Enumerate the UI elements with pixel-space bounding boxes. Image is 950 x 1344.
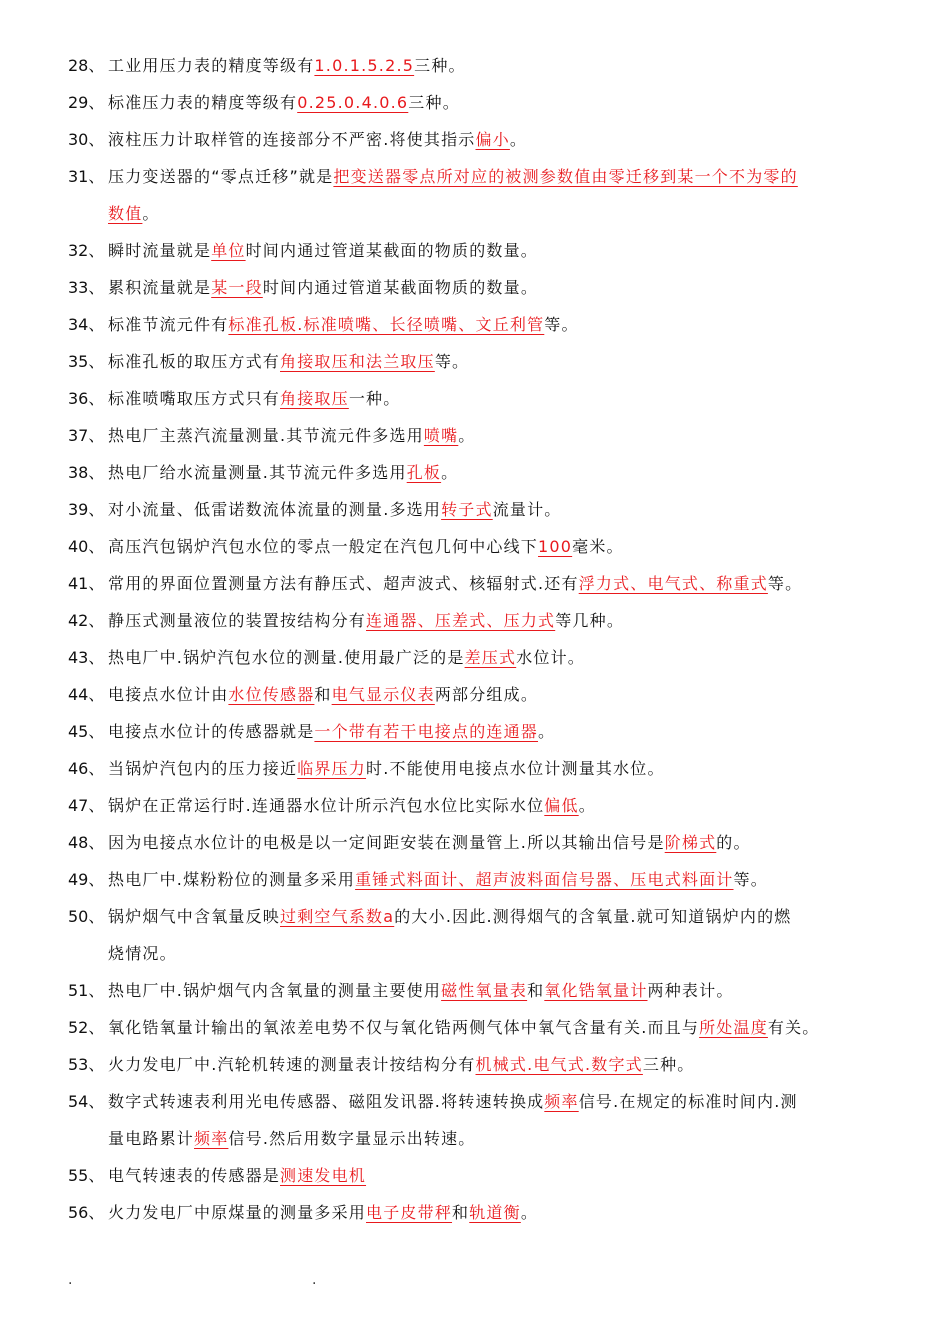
answer-text: 重锤式料面计、超声波料面信号器、压电式料面计 [355,870,734,889]
question-text: 等。 [733,870,768,889]
question-number: 51、 [68,981,105,1000]
question-text: 热电厂给水流量测量.其节流元件多选用 [108,463,407,482]
question-text: 。 [142,204,160,223]
question-text: 热电厂中.锅炉烟气内含氧量的测量主要使用 [108,981,442,1000]
question-item [68,787,898,824]
question-text: 热电厂中.锅炉汽包水位的测量.使用最广泛的是 [108,648,465,667]
answer-text: 标准孔板.标准喷嘴、长径喷嘴、文丘利管 [228,315,545,334]
answer-text: 所处温度 [699,1018,768,1037]
question-text: 时间内通过管道某截面的物质的数量。 [245,241,539,260]
question-continuation [108,1120,476,1157]
question-text: 三种。 [642,1055,695,1074]
answer-text: 偏小 [475,130,510,149]
question-number: 56、 [68,1203,105,1222]
question-number: 54、 [68,1092,105,1111]
answer-text: 轨道衡 [469,1203,521,1222]
question-text: 等。 [767,574,803,593]
answer-text: 氧化锆氧量计 [544,981,648,1000]
question-item [68,84,898,121]
answer-text: 频率 [194,1129,229,1148]
question-text: 毫米。 [572,537,624,556]
question-text: 。 [578,796,596,815]
question-number: 36、 [68,389,105,408]
answer-text: 偏低 [544,796,579,815]
question-item [68,380,898,417]
answer-text: 水位传感器 [228,685,315,704]
question-item [68,713,898,750]
question-text: 静压式测量液位的装置按结构分有 [108,611,367,630]
question-number: 49、 [68,870,105,889]
answer-text: 机械式.电气式.数字式 [475,1055,643,1074]
question-text: 常用的界面位置测量方法有静压式、超声波式、核辐射式.还有 [108,574,579,593]
question-text: 火力发电厂中.汽轮机转速的测量表计按结构分有 [108,1055,476,1074]
answer-text: 频率 [544,1092,579,1111]
footer-dot-right: . [312,1272,317,1288]
question-text: 对小流量、低雷诺数流体流量的测量.多选用 [108,500,442,519]
question-text: 瞬时流量就是 [108,241,212,260]
question-text: 流量计。 [492,500,562,519]
question-continuation [108,195,160,232]
answer-text: 测速发电机 [280,1166,367,1185]
question-text: 信号.在规定的标准时间内.测 [578,1092,798,1111]
question-number: 52、 [68,1018,105,1037]
answer-text: 过剩空气系数a [280,907,395,926]
question-item [68,1046,898,1083]
question-item [68,158,898,195]
question-text: 当锅炉汽包内的压力接近 [108,759,298,778]
question-text: 数字式转速表利用光电传感器、磁阻发讯器.将转速转换成 [108,1092,545,1111]
question-number: 46、 [68,759,105,778]
question-text: 等。 [434,352,470,371]
answer-text: 把变送器零点所对应的被测参数值由零迁移到某一个不为零的 [333,167,798,186]
question-item [68,1083,898,1120]
answer-text: 转子式 [441,500,493,519]
question-item [68,898,898,935]
question-number: 44、 [68,685,105,704]
question-number: 39、 [68,500,105,519]
question-text: 热电厂主蒸汽流量测量.其节流元件多选用 [108,426,424,445]
question-text: 标准喷嘴取压方式只有 [108,389,281,408]
question-item [68,1157,898,1194]
answer-text: 0.25.0.4.0.6 [297,93,409,112]
question-text: 工业用压力表的精度等级有 [108,56,315,75]
question-text: 电气转速表的传感器是 [108,1166,281,1185]
question-text: 时.不能使用电接点水位计测量其水位。 [366,759,665,778]
question-text: 和 [314,685,332,704]
question-text: 等几种。 [555,611,625,630]
question-number: 35、 [68,352,105,371]
question-continuation [108,935,177,972]
question-text: 电接点水位计由 [108,685,229,704]
question-item [68,1194,898,1231]
answer-text: 单位 [211,241,246,260]
question-item [68,528,898,565]
question-number: 31、 [68,167,105,186]
question-number: 28、 [68,56,105,75]
question-item [68,750,898,787]
question-item [68,121,898,158]
question-number: 55、 [68,1166,105,1185]
question-number: 50、 [68,907,105,926]
question-text: 和 [452,1203,470,1222]
answer-text: 角接取压 [280,389,349,408]
question-number: 47、 [68,796,105,815]
question-text: 因为电接点水位计的电极是以一定间距安装在测量管上.所以其输出信号是 [108,833,665,852]
question-item [68,639,898,676]
question-item [68,565,898,602]
question-text: 水位计。 [516,648,585,667]
question-number: 43、 [68,648,105,667]
question-item [68,676,898,713]
answer-text: 电气显示仪表 [331,685,435,704]
question-text: 量电路累计 [108,1129,195,1148]
question-text: 标准孔板的取压方式有 [108,352,281,371]
question-text: 高压汽包锅炉汽包水位的零点一般定在汽包几何中心线下 [108,537,539,556]
question-text: 等。 [544,315,579,334]
question-text: 时间内通过管道某截面物质的数量。 [262,278,539,297]
question-number: 41、 [68,574,105,593]
question-text: 和 [527,981,545,1000]
answer-text: 磁性氧量表 [441,981,528,1000]
question-text: 三种。 [408,93,460,112]
question-text: 三种。 [414,56,466,75]
question-text: 烧情况。 [108,944,177,963]
question-text: 。 [441,463,459,482]
question-number: 45、 [68,722,105,741]
question-item [68,47,898,84]
question-number: 37、 [68,426,105,445]
question-number: 48、 [68,833,105,852]
question-text: 信号.然后用数字量显示出转速。 [228,1129,476,1148]
question-number: 34、 [68,315,105,334]
question-number: 29、 [68,93,105,112]
question-text: 氧化锆氧量计输出的氧浓差电势不仅与氧化锆两侧气体中氧气含量有关.而且与 [108,1018,700,1037]
question-item [68,269,898,306]
answer-text: 喷嘴 [423,426,459,445]
question-text: 液柱压力计取样管的连接部分不严密.将使其指示 [108,130,476,149]
question-item [68,343,898,380]
question-text: 的。 [716,833,751,852]
question-number: 33、 [68,278,105,297]
question-text: 锅炉烟气中含氧量反映 [108,907,281,926]
question-item [68,454,898,491]
question-text: 标准节流元件有 [108,315,229,334]
answer-text: 角接取压和法兰取压 [280,352,435,371]
question-text: 两种表计。 [647,981,734,1000]
question-number: 40、 [68,537,105,556]
question-text: 。 [458,426,476,445]
question-text: 两部分组成。 [434,685,539,704]
question-item [68,972,898,1009]
question-item [68,824,898,861]
question-item [68,232,898,269]
answer-text: 连通器、压差式、压力式 [366,611,556,630]
question-item [68,861,898,898]
question-text: 有关。 [767,1018,820,1037]
question-text: 。 [520,1203,539,1222]
answer-text: 浮力式、电气式、称重式 [578,574,768,593]
answer-text: 1.0.1.5.2.5 [314,56,415,75]
answer-text: 临界压力 [297,759,367,778]
question-text: 。 [538,722,556,741]
answer-text: 数值 [108,204,143,223]
question-item [68,417,898,454]
question-text: 热电厂中.煤粉粉位的测量多采用 [108,870,356,889]
answer-text: 差压式 [464,648,517,667]
question-text: 压力变送器的“零点迁移”就是 [108,167,334,186]
question-text: 累积流量就是 [108,278,212,297]
question-text: 电接点水位计的传感器就是 [108,722,315,741]
question-number: 38、 [68,463,105,482]
answer-text: 100 [538,537,573,556]
question-text: 的大小.因此.测得烟气的含氧量.就可知道锅炉内的燃 [394,907,792,926]
question-item [68,602,898,639]
answer-text: 一个带有若干电接点的连通器 [314,722,539,741]
answer-text: 孔板 [406,463,442,482]
question-text: 火力发电厂中原煤量的测量多采用 [108,1203,367,1222]
question-text: 标准压力表的精度等级有 [108,93,298,112]
question-number: 32、 [68,241,105,260]
question-item [68,1009,898,1046]
question-text: 锅炉在正常运行时.连通器水位计所示汽包水位比实际水位 [108,796,545,815]
question-text: 。 [509,130,528,149]
answer-text: 阶梯式 [664,833,717,852]
question-item [68,491,898,528]
question-item [68,306,898,343]
question-text: 一种。 [348,389,401,408]
question-number: 42、 [68,611,105,630]
question-number: 53、 [68,1055,105,1074]
answer-text: 某一段 [211,278,263,297]
question-number: 30、 [68,130,105,149]
footer-dot-left: . [68,1272,73,1288]
answer-text: 电子皮带秤 [366,1203,453,1222]
